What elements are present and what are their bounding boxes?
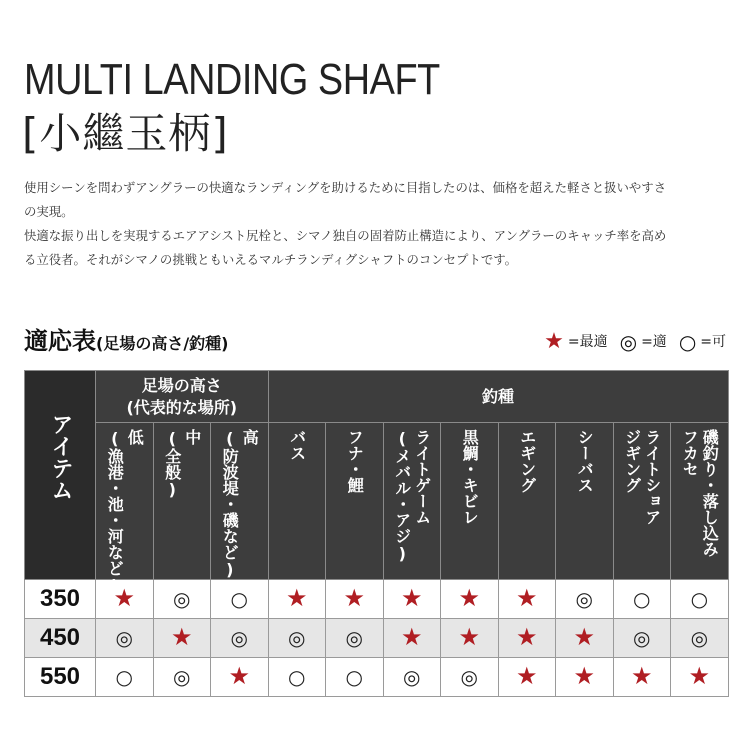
circle-icon: ○ <box>633 586 651 611</box>
double-circle-icon: ◎ <box>345 625 363 650</box>
rating-cell <box>441 580 499 619</box>
table-row <box>25 580 729 619</box>
height-col-header <box>153 423 211 580</box>
table-row <box>25 658 729 697</box>
star-icon: ★ <box>688 662 711 690</box>
double-circle-icon: ◎ <box>619 330 638 354</box>
legend-label-best: =最適 <box>567 334 608 350</box>
rating-cell <box>498 619 556 658</box>
rating-cell <box>96 658 154 697</box>
double-circle-icon: ◎ <box>403 664 421 689</box>
rating-cell <box>326 619 384 658</box>
circle-icon: ○ <box>678 330 697 354</box>
fish-col-header <box>671 423 729 580</box>
intro-line: 使用シーンを問わずアングラーの快適なランディングを助けるために目指したのは、価格を超えた軽さと扱いやすさ <box>24 180 667 195</box>
compatibility-table <box>24 370 729 697</box>
rating-cell <box>211 619 269 658</box>
section-title-main: 適応表 <box>24 327 96 355</box>
star-icon: ★ <box>516 662 538 690</box>
star-icon: ★ <box>544 329 564 354</box>
rating-cell <box>498 580 556 619</box>
height-col-label: 低 (漁港・池・河など) <box>105 429 145 595</box>
rating-cell <box>153 619 211 658</box>
item-header <box>25 371 96 580</box>
circle-icon: ○ <box>690 586 709 611</box>
rating-cell <box>383 619 441 658</box>
table-body <box>25 580 729 697</box>
circle-icon: ○ <box>345 664 363 689</box>
model-cell: 450 <box>25 619 96 658</box>
rating-cell <box>613 658 671 697</box>
height-col-label: 中 (全般) <box>162 429 202 499</box>
height-col-header <box>211 423 269 580</box>
fish-col-label: エギング <box>517 429 537 493</box>
star-icon: ★ <box>573 662 596 690</box>
fish-col-header <box>268 423 326 580</box>
rating-cell <box>153 658 211 697</box>
model-cell: 550 <box>25 658 96 697</box>
rating-cell <box>326 658 384 697</box>
circle-icon: ○ <box>288 664 306 689</box>
fish-col-header <box>383 423 441 580</box>
double-circle-icon: ◎ <box>230 625 248 650</box>
intro-line: る立役者。それがシマノの挑戦ともいえるマルチランディグシャフトのコンセプトです。 <box>24 252 518 267</box>
table-row <box>25 619 729 658</box>
star-icon: ★ <box>516 584 538 612</box>
height-col-label: 高 (防波堤・磯など) <box>220 429 260 579</box>
double-circle-icon: ◎ <box>690 625 709 650</box>
rating-cell <box>211 580 269 619</box>
fish-col-header <box>498 423 556 580</box>
group-height-label: 足場の高さ (代表的な場所) <box>126 375 238 417</box>
rating-cell <box>268 658 326 697</box>
rating-cell <box>556 580 614 619</box>
group-height-header <box>96 371 269 423</box>
circle-icon: ○ <box>230 586 248 611</box>
legend <box>544 330 726 354</box>
rating-cell <box>671 658 729 697</box>
fish-col-label: バス <box>287 429 307 461</box>
rating-cell <box>613 580 671 619</box>
star-icon: ★ <box>170 623 193 651</box>
title-en: MULTI LANDING SHAFT <box>24 55 440 104</box>
rating-cell <box>556 619 614 658</box>
fish-col-label: シーバス <box>575 429 595 493</box>
star-icon: ★ <box>343 584 366 612</box>
title-jp: [小繼玉柄] <box>22 109 229 158</box>
intro-line: 快適な振り出しを実現するエアアシスト尻栓と、シマノ独自の固着防止構造により、アングラーのキャッチ率を高め <box>24 228 667 243</box>
model-cell: 350 <box>25 580 96 619</box>
rating-cell <box>383 658 441 697</box>
star-icon: ★ <box>573 623 596 651</box>
double-circle-icon: ◎ <box>173 664 191 689</box>
rating-cell <box>268 619 326 658</box>
item-header-label: アイテム <box>48 413 73 501</box>
rating-cell <box>268 580 326 619</box>
rating-cell <box>153 580 211 619</box>
fish-col-label: ライトショア ジギング <box>622 429 662 525</box>
rating-cell <box>556 658 614 697</box>
fish-col-header <box>326 423 384 580</box>
star-icon: ★ <box>401 584 423 612</box>
rating-cell <box>383 580 441 619</box>
section-title <box>24 324 228 361</box>
double-circle-icon: ◎ <box>633 625 651 650</box>
star-icon: ★ <box>113 584 135 612</box>
rating-cell <box>96 619 154 658</box>
rating-cell <box>211 658 269 697</box>
double-circle-icon: ◎ <box>460 664 478 689</box>
rating-cell <box>441 619 499 658</box>
rating-cell <box>671 619 729 658</box>
double-circle-icon: ◎ <box>115 625 133 650</box>
fish-col-header <box>441 423 499 580</box>
double-circle-icon: ◎ <box>575 586 593 611</box>
star-icon: ★ <box>458 584 481 612</box>
legend-label-possible: =可 <box>700 334 726 350</box>
group-fish-label: 釣種 <box>482 386 515 406</box>
double-circle-icon: ◎ <box>173 586 191 611</box>
group-fish-header <box>268 371 728 423</box>
fish-col-label: 磯釣り・落し込み フカセ <box>680 429 720 557</box>
legend-label-suitable: =適 <box>641 334 667 350</box>
rating-cell <box>498 658 556 697</box>
fish-col-label: 黒鯛・キビレ <box>460 429 480 525</box>
rating-cell <box>613 619 671 658</box>
fish-col-header <box>613 423 671 580</box>
subheader-row <box>25 423 729 580</box>
star-icon: ★ <box>286 584 308 612</box>
fish-col-header <box>556 423 614 580</box>
star-icon: ★ <box>401 623 423 651</box>
rating-cell <box>671 580 729 619</box>
double-circle-icon: ◎ <box>288 625 306 650</box>
star-icon: ★ <box>631 662 653 690</box>
star-icon: ★ <box>516 623 538 651</box>
star-icon: ★ <box>228 662 251 690</box>
section-title-sub: (足場の高さ/釣種) <box>96 334 229 353</box>
fish-col-label: フナ・鯉 <box>345 429 365 493</box>
intro-line: の実現。 <box>24 204 74 219</box>
rating-cell <box>441 658 499 697</box>
height-col-header <box>96 423 154 595</box>
intro-text <box>24 176 729 272</box>
star-icon: ★ <box>458 623 481 651</box>
fish-col-label: ライトゲーム (メバル・アジ) <box>392 429 432 563</box>
rating-cell <box>326 580 384 619</box>
circle-icon: ○ <box>115 664 133 689</box>
